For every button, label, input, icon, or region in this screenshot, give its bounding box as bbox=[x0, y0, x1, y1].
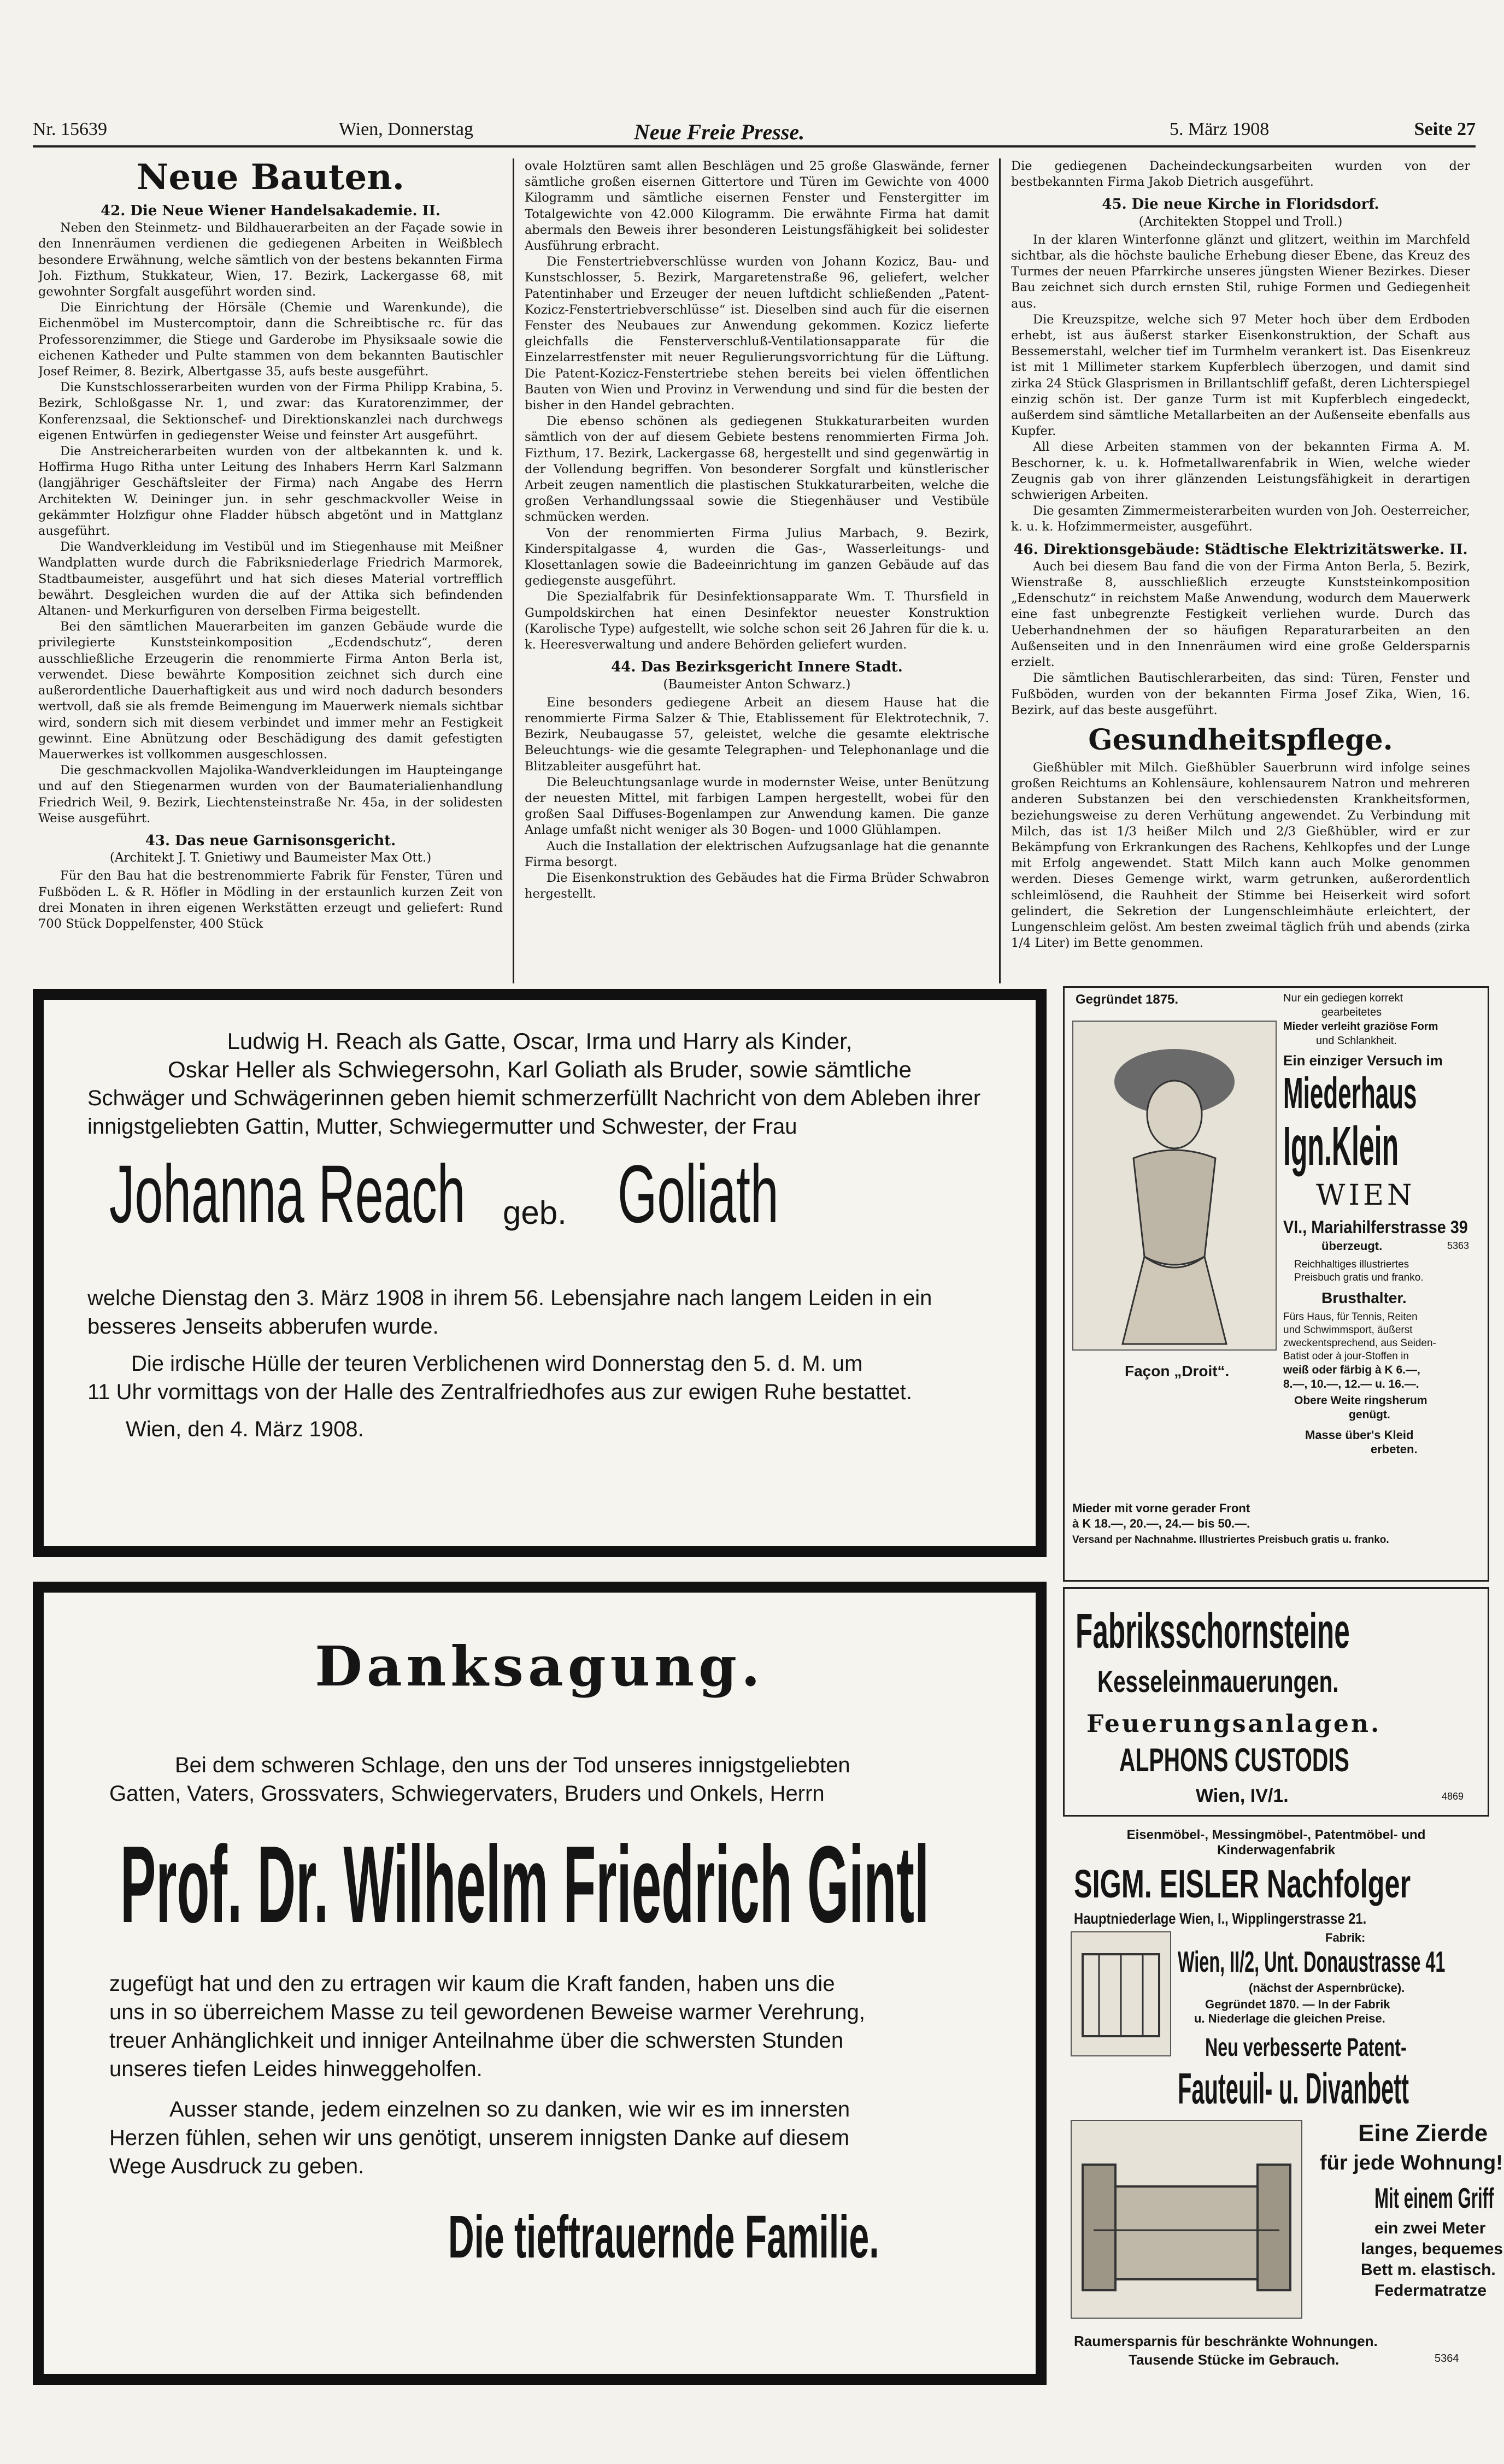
obituary-notice bbox=[33, 989, 1047, 1557]
deceased-name-geb: geb. bbox=[503, 1194, 567, 1231]
ad-headline: Fabriksschornsteine bbox=[1076, 1604, 1350, 1659]
obituary-text-line: welche Dienstag den 3. März 1908 in ihrem 56. Lebensjahre nach langem Leiden in ein bbox=[87, 1286, 932, 1310]
ad-copy: Bett m. elastisch. bbox=[1361, 2261, 1496, 2279]
thanks-text-line: Wege Ausdruck zu geben. bbox=[109, 2154, 365, 2178]
ad-copy: und Schlankheit. bbox=[1316, 1035, 1397, 1047]
thanks-text-line: treuer Anhänglichkeit und inniger Anteilnahme über die schwersten Stunden bbox=[109, 2029, 844, 2053]
paragraph: All diese Arbeiten stammen von der bekannten Firma A. M. Beschorner, k. u. k. Hofmetallwarenfabrik in Wien, welche wieder Zeugnis gab von ihrer glänzenden Leistungsfähigkeit in derartigen schwierigen Arbeiten. bbox=[1011, 440, 1470, 503]
paragraph: Die Kreuzspitze, welche sich 97 Meter hoch über dem Erdboden erhebt, ist aus äußerst starker Eisenkonstruktion, der Schaft aus Bessemerstahl, welcher tief im Turmhelm verankert ist. Das Eisenkreuz ist mit 1 Millimeter starkem Kupferblech überzogen, und damit sind zirka 24 Stück Glasprismen in Brillantschliff gefaßt, deren Lichterspiegel einzig schön ist. Der ganze Turm ist mit Kupferblech eingedeckt, außerdem sind sämtliche Metallarbeiten an der Außenseite ebenfalls aus Kupfer. bbox=[1011, 312, 1470, 439]
issue-number: Nr. 15639 bbox=[33, 119, 107, 139]
deceased-name-maiden: Goliath bbox=[618, 1148, 779, 1240]
thanks-text-line: zugefügt hat und den zu ertragen wir kaum die Kraft fanden, haben uns die bbox=[109, 1972, 835, 1996]
ad-copy: erbeten. bbox=[1371, 1442, 1418, 1456]
paragraph: Die gesamten Zimmermeisterarbeiten wurden von Joh. Oesterreicher, k. u. k. Hofzimmermeister, ausgeführt. bbox=[1011, 504, 1470, 534]
ad-copy: ein zwei Meter bbox=[1374, 2219, 1486, 2237]
ad-copy: Gegründet 1870. — In der Fabrik bbox=[1205, 1997, 1390, 2011]
ad-copy: Fabrik: bbox=[1325, 1931, 1366, 1944]
paragraph: Für den Bau hat die bestrenommierte Fabrik für Fenster, Türen und Fußböden L. & R. Höfler in Mödling in der erstaunlich kurzen Zeit von drei Monaten in ihren eigenen Werkstätten erzeugt und geliefert: Rund 700 Stück Doppelfenster, 400 Stück bbox=[38, 869, 503, 931]
ad-address: Hauptniederlage Wien, I., Wipplingerstrasse 21. bbox=[1074, 1910, 1367, 1927]
ad-copy: Ein einziger Versuch im bbox=[1283, 1052, 1443, 1069]
ad-headline: Eisenmöbel-, Messingmöbel-, Patentmöbel- und Kinderwagenfabrik bbox=[1126, 1828, 1426, 1858]
ad-copy: Mieder verleiht graziöse Form bbox=[1283, 1021, 1438, 1033]
ad-copy: 8.—, 10.—, 12.— u. 16.—. bbox=[1283, 1378, 1419, 1390]
column-2 bbox=[525, 158, 989, 1011]
article-43-title: 43. Das neue Garnisonsgericht. bbox=[145, 832, 396, 849]
ad-copy: Nur ein gediegen korrekt bbox=[1283, 992, 1403, 1004]
ad-copy: Masse über's Kleid bbox=[1305, 1428, 1414, 1442]
ad-copy: gearbeitetes bbox=[1321, 1006, 1382, 1018]
issue-date: 5. März 1908 bbox=[1170, 119, 1270, 139]
ad-line: Feuerungsanlagen. bbox=[1086, 1710, 1382, 1738]
obituary-date: Wien, den 4. März 1908. bbox=[126, 1417, 364, 1441]
paragraph: Die Kunstschlosserarbeiten wurden von der Firma Philipp Krabina, 5. Bezirk, Schloßgasse Nr. 1, und zwar: das Kuratorenzimmer, der Konferenzsaal, die Sektionschef- und Direktionskanzlei nach durchwegs eigenen Entwürfen in gediegenster Weise und feinster Art ausgeführt. bbox=[38, 380, 503, 443]
ad-copy: Obere Weite ringsherum bbox=[1294, 1394, 1427, 1407]
sofa-bed-illustration bbox=[1071, 2120, 1302, 2319]
section-heading: Gesundheitspflege. bbox=[1088, 723, 1393, 757]
corset-illustration bbox=[1072, 1021, 1277, 1351]
thanks-text-line: uns in so überreichem Masse zu teil gewordenen Beweise warmer Verehrung, bbox=[109, 2000, 865, 2024]
ad-copy: (nächst der Aspernbrücke). bbox=[1249, 1981, 1405, 1995]
ad-subheading: Brusthalter. bbox=[1321, 1289, 1407, 1306]
obituary-text-line: besseres Jenseits abberufen wurde. bbox=[87, 1314, 439, 1339]
column-divider bbox=[999, 158, 1001, 983]
ad-copy: Tausende Stücke im Gebrauch. bbox=[1129, 2351, 1340, 2368]
ad-copy: Reichhaltiges illustriertes bbox=[1294, 1259, 1409, 1270]
ad-city: WIEN bbox=[1316, 1179, 1415, 1212]
ad-copy: zweckentsprechend, aus Seiden- bbox=[1283, 1337, 1436, 1349]
place-date: Wien, Donnerstag bbox=[339, 119, 474, 139]
thanks-text-line: Bei dem schweren Schlage, den uns der Tod unseres innigstgeliebten bbox=[175, 1753, 850, 1777]
ad-copy: Federmatratze bbox=[1374, 2282, 1487, 2300]
page-number: Seite 27 bbox=[1414, 119, 1476, 139]
newspaper-title: Neue Freie Presse. bbox=[634, 120, 805, 144]
ad-model-name: Façon „Droit“. bbox=[1125, 1363, 1230, 1380]
ad-founded: Gegründet 1875. bbox=[1076, 992, 1179, 1007]
column-3 bbox=[1011, 158, 1470, 1011]
ad-company: ALPHONS CUSTODIS bbox=[1119, 1742, 1349, 1778]
ad-address: Wien, II/2, Unt. Donaustrasse 41 bbox=[1178, 1946, 1446, 1978]
paragraph: Die Anstreicherarbeiten wurden von der altbekannten k. und k. Hoffirma Hugo Ritha unter Leitung des Inhabers Herrn Karl Salzmann (langjähriger Geschäftsleiter der Firma) nach Angabe des Herrn Architekten W. Deininger jun. in sehr geschmackvoller Weise in gekämmter Holzfigur ohne Fladder hübsch abgetönt und in Mattglanz ausgeführt. bbox=[38, 444, 503, 539]
article-46-title: 46. Direktionsgebäude: Städtische Elektrizitätswerke. II. bbox=[1013, 541, 1468, 558]
ad-address: VI., Mariahilferstrasse 39 bbox=[1283, 1217, 1468, 1237]
masthead bbox=[33, 115, 1476, 148]
ad-brand-line: Miederhaus bbox=[1283, 1069, 1417, 1117]
thanks-text-line: Herzen fühlen, sehen wir uns genötigt, unserem innigsten Danke auf diesem bbox=[109, 2126, 850, 2150]
architect-line: (Architekten Stoppel und Troll.) bbox=[1138, 214, 1343, 229]
ad-address: Wien, IV/1. bbox=[1196, 1785, 1289, 1806]
ad-copy: Batist oder à jour-Stoffen in bbox=[1283, 1351, 1409, 1362]
paragraph: Die Spezialfabrik für Desinfektionsapparate Wm. T. Thursfield in Gumpoldskirchen hat einen Desinfektor neuester Konstruktion (Karolische Type) aufgestellt, wie solche schon seit 26 Jahren für die k. u. k. Heeresverwaltung und andere Behörden geliefert wurden. bbox=[525, 590, 989, 652]
ad-code: 5363 bbox=[1447, 1240, 1470, 1251]
crib-illustration bbox=[1071, 1931, 1171, 2056]
ad-code: 4869 bbox=[1442, 1791, 1464, 1802]
paragraph: Neben den Steinmetz- und Bildhauerarbeiten an der Façade sowie in den Innenräumen verdienen die gediegenen Arbeiten in Weißblech besondere Erwähnung, welche sämtlich von der bestens bekannten Firma Joh. Fizthum, Stukkateur, Wien, 17. Bezirk, Lackergasse 68, mit gewohnter Sorgfalt ausgeführt worden sind. bbox=[38, 221, 503, 299]
thanks-signature: Die tieftrauernde Familie. bbox=[448, 2203, 879, 2271]
paragraph: In der klaren Winterfonne glänzt und glitzert, weithin im Marchfeld sichtbar, als die höchste bauliche Erhebung dieser Ebene, das Kreuz des Turmes der neuen Pfarrkirche unseres jüngsten Wiener Bezirkes. Dieser Bau zeichnet sich durch ernsten Stil, ruhige Formen und Gediegenheit aus. bbox=[1011, 232, 1470, 311]
obituary-text-line: Schwäger und Schwägerinnen geben hiemit schmerzerfüllt Nachricht von dem Ableben ihrer bbox=[87, 1086, 981, 1110]
paragraph: Bei den sämtlichen Mauerarbeiten im ganzen Gebäude wurde die privilegierte Kunststeinkomposition „Ecdendschutz“, deren ausschließliche Erzeugerin die renommierte Firma Anton Berla ist, verwendet. Diese bewährte Komposition zeichnet sich durch eine außerordentliche Dauerhaftigkeit aus und wird noch dadurch besonders wertvoll, daß sie als fremde Beimengung im Mauerwerk niemals sichtbar wird, sondern sich mit diesem verbindet und immer mehr an Festigkeit gewinnt. Eine Abnützung oder Beschädigung des damit gefestigten Mauerwerkes ist vollkommen ausgeschlossen. bbox=[38, 620, 503, 762]
thanks-title: Danksagung. bbox=[315, 1634, 765, 1699]
ad-copy: Fürs Haus, für Tennis, Reiten bbox=[1283, 1311, 1418, 1323]
paragraph: ovale Holztüren samt allen Beschlägen und 25 große Glaswände, ferner sämtliche großen eisernen Gittertore und Türen im Gewichte von 4000 Kilogramm und sämtliche eisernen Fenster und Fenstergitter im Totalgewichte von 42.000 Kilogramm. Die erwähnte Firma hat damit abermals den Beweis ihrer besonderen Leistungsfähigkeit bei solidester Ausführung erbracht. bbox=[525, 159, 989, 254]
woman-in-corset-icon bbox=[1073, 1022, 1276, 1349]
ad-copy: Mieder mit vorne gerader Front bbox=[1072, 1501, 1250, 1515]
thanks-text-line: Gatten, Vaters, Grossvaters, Schwiegervaters, Bruders und Onkels, Herrn bbox=[109, 1782, 825, 1806]
ad-copy: und Schwimmsport, äußerst bbox=[1283, 1324, 1413, 1336]
section-heading: Neue Bauten. bbox=[137, 158, 404, 198]
paragraph: Eine besonders gediegene Arbeit an diesem Hause hat die renommierte Firma Salzer & Thie, Etablissement für Elektrotechnik, 7. Bezirk, Neubaugasse 57, geleistet, welche die gesamte elektrische Beleuchtungs- wie die gesamte Telegraphen- und Telephonanlage und die Blitzableiter ausgeführt hat. bbox=[525, 695, 989, 774]
sofa-bed-icon bbox=[1072, 2121, 1301, 2318]
obituary-text-line: innigstgeliebten Gattin, Mutter, Schwiegermutter und Schwester, der Frau bbox=[87, 1115, 797, 1139]
obituary-text-line: Die irdische Hülle der teuren Verblichenen wird Donnerstag den 5. d. M. um bbox=[131, 1352, 863, 1376]
ad-copy: Versand per Nachnahme. Illustriertes Preisbuch gratis u. franko. bbox=[1072, 1534, 1389, 1546]
paragraph: Die Einrichtung der Hörsäle (Chemie und Warenkunde), die Eichenmöbel im Mustercomptoir, dann die Schreibtische rc. für das Professorenzimmer, die Stiege und Garderobe im Physiksaale sowie die eichenen Katheder und Pulte stammen von dem bekannten Bautischler Josef Reimer, 8. Bezirk, Albertgasse 35, aufs beste ausgeführt. bbox=[38, 300, 503, 379]
obituary-family-line: Oskar Heller als Schwiegersohn, Karl Goliath als Bruder, sowie sämtliche bbox=[168, 1057, 912, 1082]
deceased-name-first: Johanna Reach bbox=[109, 1148, 466, 1240]
architect-line: (Architekt J. T. Gnietiwy und Baumeister Max Ott.) bbox=[109, 851, 432, 865]
ad-line: Kesseleinmauerungen. bbox=[1097, 1664, 1339, 1699]
ad-copy: à K 18.—, 20.—, 24.— bis 50.—. bbox=[1072, 1517, 1250, 1530]
paragraph: Die sämtlichen Bautischlerarbeiten, das sind: Türen, Fenster und Fußböden, wurden von der bekannten Firma Josef Zika, Wien, 16. Bezirk, auf das beste ausgeführt. bbox=[1011, 671, 1470, 717]
paragraph: Die Eisenkonstruktion des Gebäudes hat die Firma Brüder Schwabron hergestellt. bbox=[525, 870, 989, 901]
ad-code: 5364 bbox=[1435, 2353, 1459, 2365]
ad-klein bbox=[1063, 986, 1489, 1582]
paragraph: Die Wandverkleidung im Vestibül und im Stiegenhause mit Meißner Wandplatten wurde durch die Fabriksniederlage Friedrich Marmorek, Stadtbaumeister, ausgeführt und hat sich dieses Material vortrefflich bewährt. Desgleichen wurden die auf der Attika sich befindenden Altanen- und Merkurfiguren von derselben Firma beigestellt. bbox=[38, 540, 503, 618]
column-divider bbox=[513, 158, 514, 983]
architect-line: (Baumeister Anton Schwarz.) bbox=[663, 677, 851, 692]
ad-slogan: Eine Zierde bbox=[1358, 2120, 1488, 2147]
paragraph: Die Fenstertriebverschlüsse wurden von Johann Kozicz, Bau- und Kunstschlosser, 5. Bezirk, Margaretenstraße 96, geliefert, welcher Patentinhaber und Erzeuger der neuen luftdicht schließenden „Patent-Kozicz-Fenstertriebverschlüsse“ ist. Dieselben sind auch für die eisernen Fenster des Neubaues zur Anwendung gekommen. Kozicz lieferte gleichfalls die Fensterverschluß-Ventilationsapparate für die Einzelarrestfenster mit neuer Regulierungsvorrichtung für die Lüftung. Die Patent-Kozicz-Fenstertriebe stehen bereits bei vielen öffentlichen Bauten von Wien und Provinz in Verwendung und sind für die besten der bisher in den Handel gebrachten. bbox=[525, 255, 989, 413]
ad-copy: langes, bequemes bbox=[1361, 2240, 1503, 2258]
paragraph: Die Beleuchtungsanlage wurde in modernster Weise, unter Benützung der neuesten Mittel, mit farbigen Lampen hergestellt, wobei für den großen Saal Diffuses-Bogenlampen zur Anwendung kamen. Die ganze Anlage umfaßt nicht weniger als 30 Bogen- und 1000 Glühlampen. bbox=[525, 775, 989, 838]
column-1 bbox=[38, 158, 503, 1011]
ad-slogan: für jede Wohnung! bbox=[1320, 2151, 1503, 2174]
ad-copy: überzeugt. bbox=[1321, 1239, 1383, 1253]
thanks-text-line: Ausser stande, jedem einzelnen so zu danken, wie wir es im innersten bbox=[169, 2097, 850, 2121]
ad-copy: genügt. bbox=[1349, 1408, 1390, 1421]
paragraph: Die ebenso schönen als gediegenen Stukkaturarbeiten wurden sämtlich von der auf diesem Gebiete bestens renommierten Firma Joh. Fizthum, 17. Bezirk, Lackergasse 68, hergestellt und sind gegenwärtig in der Vollendung begriffen. Von besonderer Sorgfalt und künstlerischer Arbeit zeugen namentlich die plastischen Stukkaturarbeiten, welche die großen Verhandlungssaal sowie die Stiegenhäuser und Vestibüle schmücken werden. bbox=[525, 414, 989, 524]
paragraph: Gießhübler mit Milch. Gießhübler Sauerbrunn wird infolge seines großen Reichtums an Kohlensäure, kohlensaurem Natron und mehreren anderen Substanzen bei den verschiedensten Krankheitsformen, beziehungsweise zu deren Verhütung angewendet. Zu Verbindung mit Milch, das ist 1/3 heißer Milch und 2/3 Gießhübler, wird er zur Bekämpfung von Erkrankungen des Rachens, Kehlkopfes und der Lunge mit Erfolg angewendet. Statt Milch kann auch Molke genommen werden. Dieses Gemenge wirkt, warm getrunken, außerordentlich schleimlösend, die Rauhheit der Stimme bei Heiserkeit wird sofort gelindert, die Sekretion der Lungenschleimhäute erleichtert, der Lungenschleim gelöst. Am besten zweimal täglich früh und abends (zirka 1/4 Liter) im Bette genommen. bbox=[1011, 760, 1470, 951]
paragraph: Die geschmackvollen Majolika-Wandverkleidungen im Haupteingange und auf den Stiegenarmen wurden von der Baumaterialienhandlung Friedrich Weil, 9. Bezirk, Liechtensteinstraße Nr. 45a, in der solidesten Weise ausgeführt. bbox=[38, 763, 503, 826]
ad-copy: Raumersparnis für beschränkte Wohnungen. bbox=[1074, 2333, 1378, 2349]
thanks-text-line: unseres tiefen Leides hinweggeholfen. bbox=[109, 2057, 483, 2081]
paragraph: Von der renommierten Firma Julius Marbach, 9. Bezirk, Kinderspitalgasse 4, wurden die Gas-, Wasserleitungs- und Klosettanlagen sowie die Badeeinrichtung im ganzen Gebäude auf das gediegenste ausgeführt. bbox=[525, 526, 989, 588]
thanks-notice bbox=[33, 1582, 1047, 2385]
ad-company: SIGM. EISLER Nachfolger bbox=[1074, 1862, 1411, 1906]
ad-copy: weiß oder färbig à K 6.—, bbox=[1283, 1364, 1420, 1376]
obituary-text-line: 11 Uhr vormittags von der Halle des Zentralfriedhofes aus zur ewigen Ruhe bestattet. bbox=[87, 1380, 912, 1404]
ad-line: Neu verbesserte Patent- bbox=[1205, 2033, 1407, 2061]
ad-copy: Preisbuch gratis und franko. bbox=[1294, 1272, 1424, 1283]
ad-copy: u. Niederlage die gleichen Preise. bbox=[1194, 2012, 1385, 2025]
obituary-family-line: Ludwig H. Reach als Gatte, Oscar, Irma und Harry als Kinder, bbox=[227, 1028, 853, 1054]
ad-product: Fauteuil- u. Divanbett bbox=[1178, 2064, 1409, 2113]
paragraph: Auch bei diesem Bau fand die von der Firma Anton Berla, 5. Bezirk, Wienstraße 8, ausschließlich erzeugte Kunststeinkomposition „Edenschutz“ in reichstem Maße Anwendung, wodurch dem Mauerwerk eine fast unbegrenzte Festigkeit verliehen wurde. Durch das Ueberhandnehmen der so häufigen Reparaturarbeiten an den Außenseiten und in den Innenräumen wird eine große Geldersparnis erzielt. bbox=[1011, 559, 1470, 670]
paragraph: Auch die Installation der elektrischen Aufzugsanlage hat die genannte Firma besorgt. bbox=[525, 839, 989, 869]
ad-slogan: Mit einem Griff bbox=[1374, 2183, 1494, 2214]
article-45-title: 45. Die neue Kirche in Floridsdorf. bbox=[1102, 196, 1379, 213]
crib-icon bbox=[1072, 1932, 1170, 2055]
deceased-name: Prof. Dr. Wilhelm Friedrich Gintl bbox=[120, 1824, 930, 1946]
article-42-title: 42. Die Neue Wiener Handelsakademie. II. bbox=[101, 203, 440, 219]
paragraph: Die gediegenen Dacheindeckungsarbeiten wurden von der bestbekannten Firma Jakob Dietrich ausgeführt. bbox=[1011, 159, 1470, 190]
article-44-title: 44. Das Bezirksgericht Innere Stadt. bbox=[611, 659, 903, 676]
ad-eisler bbox=[1063, 1825, 1503, 2382]
ad-brand-name: Ign.Klein bbox=[1283, 1116, 1399, 1177]
ad-custodis bbox=[1063, 1587, 1489, 1817]
